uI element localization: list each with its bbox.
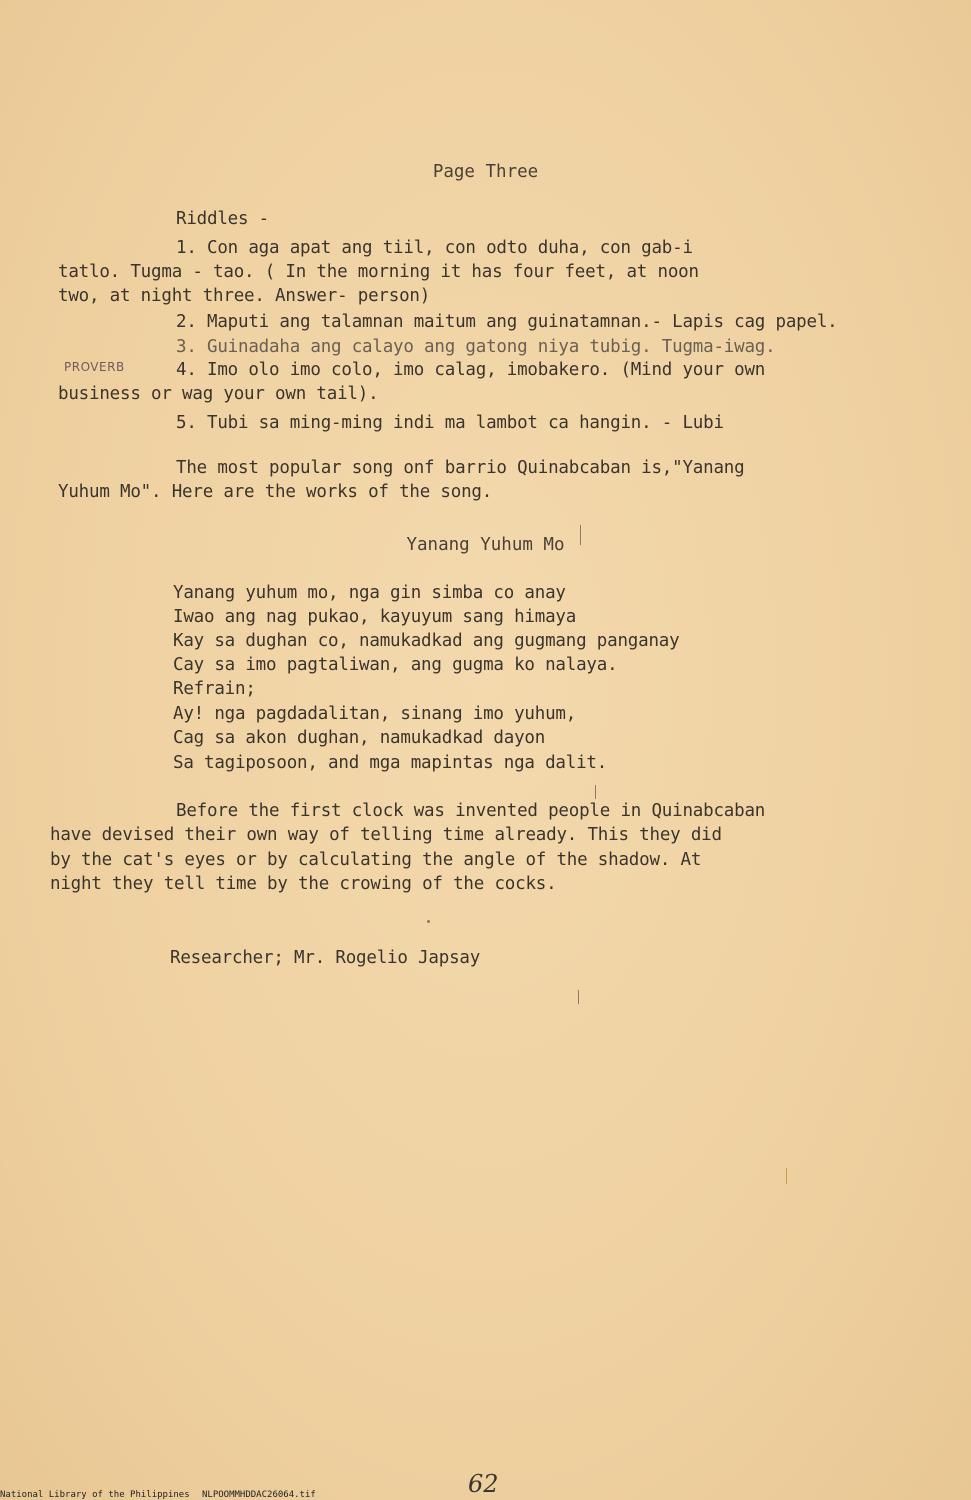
riddle-line: business or wag your own tail). bbox=[58, 384, 379, 404]
song-line: Sa tagiposoon, and mga mapintas nga dalit. bbox=[173, 753, 608, 773]
paper-speck bbox=[580, 525, 581, 545]
song-line: Cay sa imo pagtaliwan, ang gugma ko nalaya. bbox=[173, 655, 618, 675]
riddle-line: two, at night three. Answer- person) bbox=[58, 286, 431, 306]
researcher-line: Researcher; Mr. Rogelio Japsay bbox=[170, 948, 481, 968]
riddle-line: 3. Guinadaha ang calayo ang gatong niya tubig. Tugma-iwag. bbox=[176, 337, 776, 357]
song-line: Iwao ang nag pukao, kayuyum sang himaya bbox=[173, 607, 577, 627]
song-line: Ay! nga pagdadalitan, sinang imo yuhum, bbox=[173, 704, 577, 724]
song-intro-line: Yuhum Mo". Here are the works of the song. bbox=[58, 482, 493, 502]
page-number: 62 bbox=[468, 1470, 499, 1498]
song-title: Yanang Yuhum Mo bbox=[406, 535, 565, 555]
song-line: Cag sa akon dughan, namukadkad dayon bbox=[173, 728, 546, 748]
paper-speck bbox=[427, 920, 430, 923]
file-identifier: NLPOOMMHDDAC26064.tif bbox=[202, 1490, 316, 1500]
paper-speck bbox=[786, 1168, 787, 1184]
song-refrain-label: Refrain; bbox=[173, 679, 256, 699]
riddle-line: tatlo. Tugma - tao. ( In the morning it has four feet, at noon bbox=[58, 262, 699, 282]
riddle-line: 5. Tubi sa ming-ming indi ma lambot ca hangin. - Lubi bbox=[176, 413, 724, 433]
page-title: Page Three bbox=[432, 162, 539, 182]
paper-speck bbox=[595, 785, 596, 799]
paper-speck bbox=[578, 990, 579, 1004]
time-paragraph-line: by the cat's eyes or by calculating the angle of the shadow. At bbox=[50, 850, 702, 870]
time-paragraph-line: have devised their own way of telling time already. This they did bbox=[50, 825, 722, 845]
proverb-margin-note: PROVERB bbox=[64, 360, 125, 374]
riddle-line: 2. Maputi ang talamnan maitum ang guinatamnan.- Lapis cag papel. bbox=[176, 312, 838, 332]
riddles-heading: Riddles - bbox=[176, 209, 270, 229]
time-paragraph-line: night they tell time by the crowing of the cocks. bbox=[50, 874, 557, 894]
song-line: Yanang yuhum mo, nga gin simba co anay bbox=[173, 583, 566, 603]
riddle-line: 4. Imo olo imo colo, imo calag, imobakero. (Mind your own bbox=[176, 360, 766, 380]
riddle-line: 1. Con aga apat ang tiil, con odto duha, con gab-i bbox=[176, 238, 693, 258]
library-credit: National Library of the Philippines bbox=[0, 1490, 190, 1500]
song-intro-line: The most popular song onf barrio Quinabcaban is,"Yanang bbox=[176, 458, 745, 478]
song-line: Kay sa dughan co, namukadkad ang gugmang panganay bbox=[173, 631, 680, 651]
time-paragraph-line: Before the first clock was invented people in Quinabcaban bbox=[176, 801, 766, 821]
